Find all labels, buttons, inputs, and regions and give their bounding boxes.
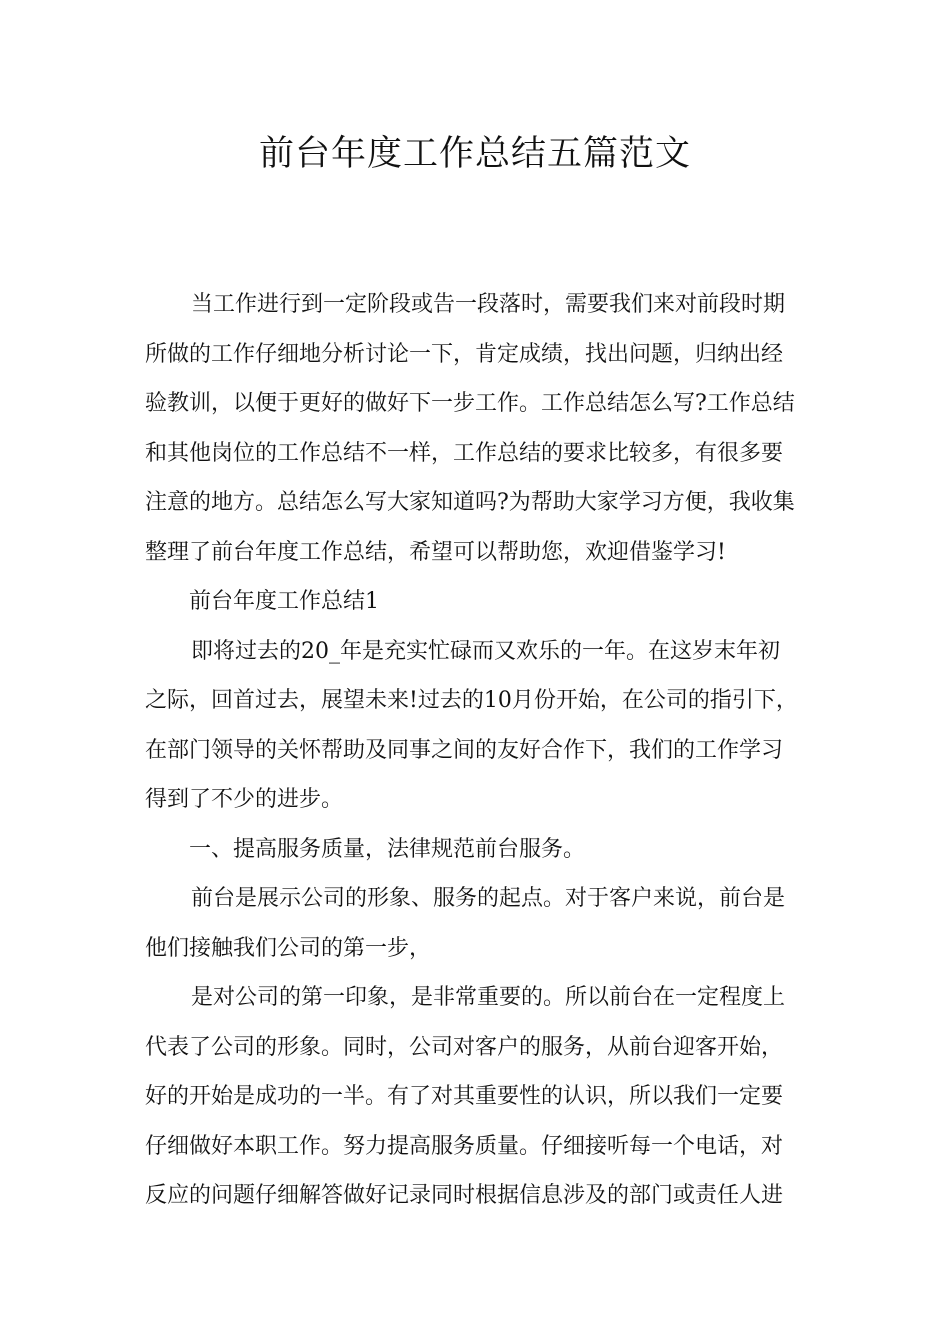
paragraph-line: 即将过去的20_年是充实忙碌而又欢乐的一年。在这岁末年初: [191, 638, 780, 664]
paragraph-line: 得到了不少的进步。: [145, 787, 344, 812]
paragraph-line: 之际，回首过去，展望未来!过去的10月份开始，在公司的指引下，: [145, 688, 798, 713]
paragraph-line: 所做的工作仔细地分析讨论一下，肯定成绩，找出问题，归纳出经: [145, 341, 784, 367]
paragraph-line: 验教训，以便于更好的做好下一步工作。工作总结怎么写?工作总结: [145, 391, 795, 416]
paragraph-line: 他们接触我们公司的第一步，: [145, 935, 432, 961]
paragraph-line: 整理了前台年度工作总结，希望可以帮助您，欢迎借鉴学习!: [145, 539, 726, 565]
paragraph-line: 前台是展示公司的形象、服务的起点。对于客户来说，前台是: [191, 886, 786, 911]
paragraph-line: 代表了公司的形象。同时，公司对客户的服务，从前台迎客开始，: [145, 1034, 784, 1060]
paragraph-line: 当工作进行到一定阶段或告一段落时，需要我们来对前段时期: [191, 292, 786, 317]
document-body: [145, 280, 825, 1221]
paragraph-line: 反应的问题仔细解答做好记录同时根据信息涉及的部门或责任人进: [145, 1183, 784, 1208]
document-title: 前台年度工作总结五篇范文: [258, 134, 691, 174]
paragraph-line: 仔细做好本职工作。努力提高服务质量。仔细接听每一个电话，对: [145, 1133, 784, 1159]
paragraph-line: 是对公司的第一印象，是非常重要的。所以前台在一定程度上: [191, 985, 786, 1010]
paragraph-line: 注意的地方。总结怎么写大家知道吗?为帮助大家学习方便，我收集: [145, 490, 795, 515]
paragraph-line: 和其他岗位的工作总结不一样，工作总结的要求比较多，有很多要: [145, 440, 784, 466]
paragraph-line: 在部门领导的关怀帮助及同事之间的友好合作下，我们的工作学习: [145, 737, 784, 763]
paragraph-line: 好的开始是成功的一半。有了对其重要性的认识，所以我们一定要: [145, 1084, 784, 1109]
section-heading: 一、提高服务质量，法律规范前台服务。: [189, 836, 586, 862]
section-heading: 前台年度工作总结1: [189, 589, 379, 614]
